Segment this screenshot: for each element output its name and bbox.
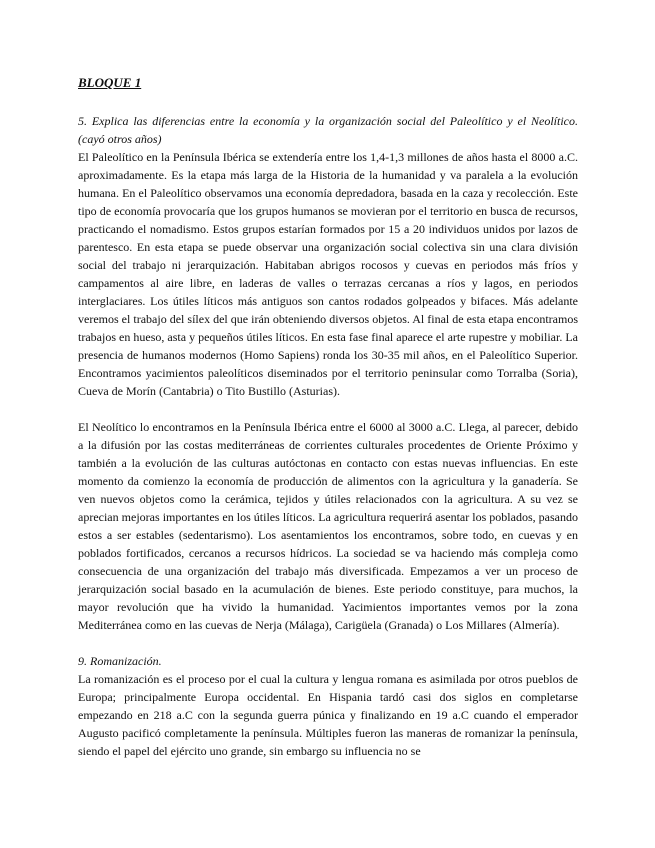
document-page xyxy=(78,74,578,760)
section-spacer xyxy=(78,634,578,652)
paragraph-spacer xyxy=(78,400,578,418)
section-5-question: 5. Explica las diferencias entre la economía y la organización social del Paleolítico y el Neolítico. (cayó otros años) xyxy=(78,114,578,146)
section-9-title: 9. Romanización. xyxy=(78,654,162,668)
neolithic-paragraph: El Neolítico lo encontramos en la Península Ibérica entre el 6000 al 3000 a.C. Llega, al parecer, debido a la difusión por las costas mediterráneas de corrientes culturales procedentes de Oriente Próximo y también a la evolución de las culturas autóctonas en contacto con estas nuevas influencias. En este momento da comienzo la economía de producción de alimentos con la agricultura y la ganadería. Se ven nuevos objetos como la cerámica, tejidos y útiles relacionados con la agricultura. A su vez se aprecian mejoras importantes en los útiles líticos. La agricultura requerirá asentar los poblados, pasando estos a ser estables (sedentarismo). Los asentamientos los encontramos, sobre todo, en cuevas y en poblados fortificados, cercanos a recursos hídricos. La sociedad se va haciendo más compleja como consecuencia de una organización del trabajo más diversificada. Empezamos a ver un proceso de jerarquización social basado en la acumulación de bienes. Este periodo constituye, para muchos, la mayor revolución que ha vivido la humanidad. Yacimientos importantes vemos por la zona Mediterránea como en las cuevas de Nerja (Málaga), Carigüela (Granada) o Los Millares (Almería). xyxy=(78,420,578,632)
block-heading: BLOQUE 1 xyxy=(78,75,142,90)
romanization-paragraph: La romanización es el proceso por el cual la cultura y lengua romana es asimilada por otros pueblos de Europa; principalmente Europa occidental. En Hispania tardó casi dos siglos en completarse empezando en 218 a.C con la segunda guerra púnica y finalizando en 19 a.C cuando el emperador Augusto pacificó completamente la península. Múltiples fueron las maneras de romanizar la península, siendo el papel del ejército uno grande, sin embargo su influencia no se xyxy=(78,672,578,758)
paleolithic-paragraph: El Paleolítico en la Península Ibérica se extendería entre los 1,4-1,3 millones de años hasta el 8000 a.C. aproximadamente. Es la etapa más larga de la Historia de la humanidad y va paralela a la evolución humana. En el Paleolítico observamos una economía depredadora, basada en la caza y recolección. Este tipo de economía provocaría que los grupos humanos se movieran por el territorio en busca de recursos, practicando el nomadismo. Estos grupos estarían formados por 15 a 20 individuos unidos por lazos de parentesco. En esta etapa se puede observar una organización social colectiva sin una clara división social del trabajo ni jerarquización. Habitaban abrigos rocosos y cuevas en periodos más fríos y campamentos al aire libre, en laderas de valles o terrazas cercanas a ríos y lagos, en periodos interglaciares. Los útiles líticos más antiguos son cantos rodados golpeados y bifaces. Más adelante veremos el trabajo del sílex del que irán obteniendo diversos objetos. Al final de esta etapa encontramos trabajos en hueso, asta y pequeños útiles líticos. En esta fase final aparece el arte rupestre y mobiliar. La presencia de humanos modernos (Homo Sapiens) ronda los 30-35 mil años, en el Paleolítico Superior. Encontramos yacimientos paleolíticos diseminados por el territorio peninsular como Torralba (Soria), Cueva de Morín (Cantabria) o Tito Bustillo (Asturias). xyxy=(78,150,578,398)
